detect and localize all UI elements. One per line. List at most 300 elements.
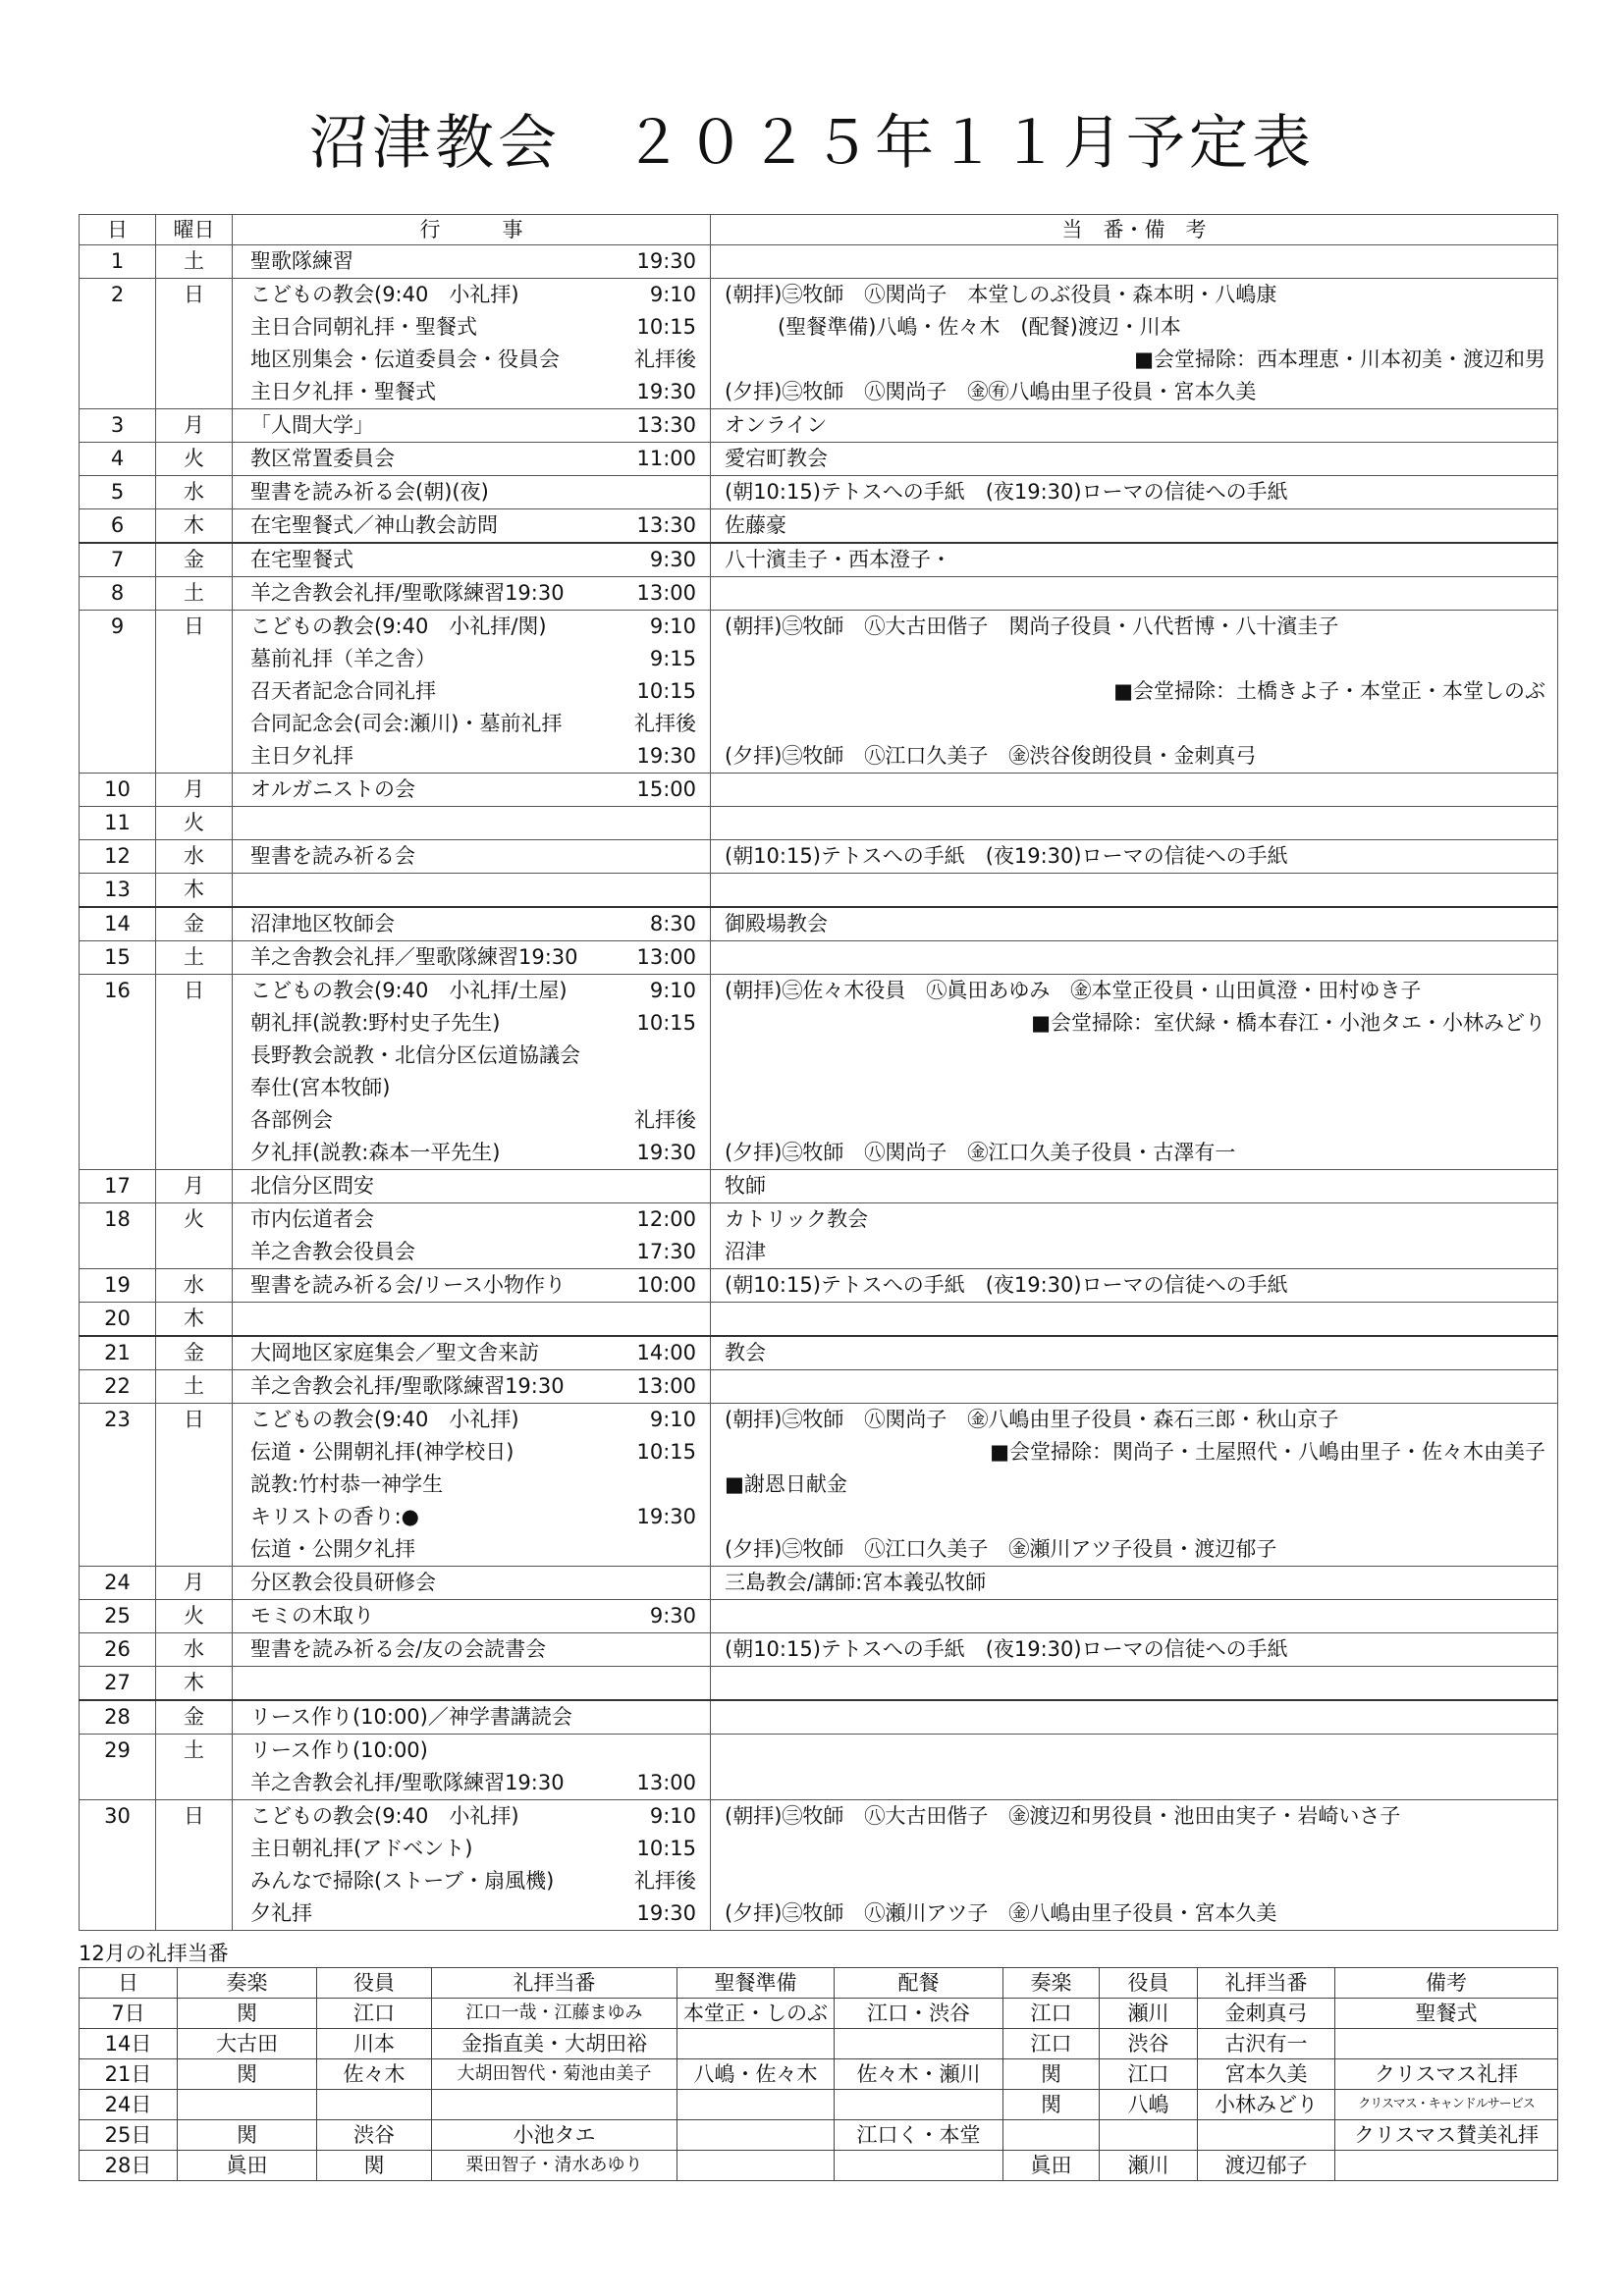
event-title: 合同記念会(司会:瀬川)・墓前礼拝: [250, 712, 563, 735]
event-title: 分区教会役員研修会: [250, 1571, 436, 1594]
event-title: 大岡地区家庭集会／聖文舎来訪: [250, 1341, 539, 1364]
day-number: 26: [80, 1633, 156, 1667]
event-title: 羊之舎教会礼拝/聖歌隊練習19:30: [250, 1374, 565, 1398]
events-cell: [233, 975, 711, 1170]
note-line: 御殿場教会: [725, 912, 828, 935]
events-cell: [233, 476, 711, 509]
event-line: [233, 1533, 710, 1566]
events-cell: [233, 611, 711, 774]
event-title: オルガニストの会: [250, 777, 415, 801]
event-time: 19:30: [636, 744, 696, 768]
december-header-cell: 役員: [317, 1968, 432, 1999]
event-title: 聖書を読み祈る会/リース小物作り: [250, 1273, 567, 1297]
event-line: [233, 611, 710, 643]
december-cell: 瀬川: [1100, 2151, 1198, 2181]
notes-cell: [711, 1700, 1558, 1735]
event-line: [233, 740, 710, 773]
notes-cell: [711, 1203, 1558, 1269]
note-line: (夕拝)㊂牧師 ㊇関尚子 ㊎江口久美子役員・古澤有一: [725, 1141, 1236, 1164]
weekday: 月: [156, 1567, 233, 1600]
event-title: 主日夕礼拝・聖餐式: [250, 380, 436, 403]
note-line: 八十濱圭子・西本澄子・: [725, 548, 951, 571]
december-cell: 関: [178, 2120, 317, 2151]
weekday: 水: [156, 840, 233, 874]
event-time: 9:30: [649, 548, 696, 571]
weekday: 土: [156, 577, 233, 611]
december-cell: [677, 2120, 835, 2151]
event-line: [233, 1501, 710, 1533]
december-cell: 栗田智子・清水あゆり: [432, 2151, 677, 2181]
december-cell: [677, 2029, 835, 2059]
notes-cell: [711, 1170, 1558, 1203]
event-time: 礼拝後: [634, 712, 696, 735]
schedule-row: [80, 1567, 1558, 1600]
schedule-row: [80, 840, 1558, 874]
weekday: 金: [156, 1700, 233, 1735]
event-time: 19:30: [636, 1505, 696, 1528]
event-title: 羊之舎教会礼拝/聖歌隊練習19:30: [250, 1771, 565, 1794]
schedule-row: [80, 1404, 1558, 1567]
event-line: [233, 1701, 710, 1734]
schedule-row: [80, 279, 1558, 409]
note-line: (朝10:15)テトスへの手紙 (夜19:30)ローマの信徒への手紙: [725, 1273, 1288, 1297]
december-cell: 江口・渋谷: [835, 1999, 1003, 2029]
day-number: 9: [80, 611, 156, 774]
event-title: 夕礼拝(説教:森本一平先生): [250, 1141, 501, 1164]
weekday: 火: [156, 443, 233, 476]
event-time: 10:15: [636, 679, 696, 703]
day-number: 20: [80, 1303, 156, 1337]
event-title: 羊之舎教会礼拝/聖歌隊練習19:30: [250, 581, 565, 605]
event-title: 長野教会説教・北信分区伝道協議会: [250, 1043, 580, 1067]
page-title: 沼津教会 ２０２５年１１月予定表: [309, 109, 1315, 178]
event-line: [233, 643, 710, 675]
event-line: [233, 1865, 710, 1897]
december-duty-table: [79, 1967, 1558, 2181]
notes-cell: [711, 774, 1558, 807]
weekday: 日: [156, 975, 233, 1170]
note-line: [725, 1072, 1557, 1104]
weekday: 木: [156, 1303, 233, 1337]
events-cell: [233, 1633, 711, 1667]
event-time: 9:10: [649, 979, 696, 1002]
december-cell: 佐々木: [317, 2059, 432, 2090]
events-cell: [233, 941, 711, 975]
event-time: 19:30: [636, 380, 696, 403]
december-header-cell: 日: [80, 1968, 178, 1999]
schedule-row: [80, 543, 1558, 577]
weekday: 土: [156, 245, 233, 279]
december-cell: クリスマス礼拝: [1335, 2059, 1558, 2090]
event-title: 沼津地区牧師会: [250, 912, 395, 935]
event-title: 地区別集会・伝道委員会・役員会: [250, 347, 560, 371]
event-line: [233, 1468, 710, 1501]
event-title: 説教:竹村恭一神学生: [250, 1472, 444, 1496]
event-line: [233, 1833, 710, 1865]
events-cell: [233, 840, 711, 874]
day-number: 4: [80, 443, 156, 476]
december-cell: [677, 2151, 835, 2181]
notes-cell: [711, 509, 1558, 544]
event-time: 13:30: [636, 413, 696, 437]
schedule-row: [80, 1735, 1558, 1800]
event-time: 9:10: [649, 1804, 696, 1828]
december-header-cell: 礼拝当番: [432, 1968, 677, 1999]
december-cell: 八嶋: [1100, 2090, 1198, 2120]
december-cell: 関: [178, 1999, 317, 2029]
note-line: (夕拝)㊂牧師 ㊇江口久美子 ㊎瀬川アツ子役員・渡辺郁子: [725, 1537, 1277, 1561]
day-number: 2: [80, 279, 156, 409]
notes-cell: [711, 409, 1558, 443]
event-title: 在宅聖餐式／神山教会訪問: [250, 513, 498, 537]
note-line: 教会: [725, 1341, 766, 1364]
event-time: 13:00: [636, 1771, 696, 1794]
december-cell: [835, 2029, 1003, 2059]
event-time: 9:30: [649, 1604, 696, 1628]
schedule-row: [80, 1303, 1558, 1337]
weekday: 火: [156, 1203, 233, 1269]
weekday: 水: [156, 476, 233, 509]
event-title: 伝道・公開朝礼拝(神学校日): [250, 1440, 514, 1464]
december-cell: クリスマス賛美礼拝: [1335, 2120, 1558, 2151]
december-cell: 古沢有一: [1198, 2029, 1335, 2059]
weekday: 木: [156, 874, 233, 908]
events-cell: [233, 1170, 711, 1203]
event-time: 礼拝後: [634, 347, 696, 371]
notes-cell: [711, 245, 1558, 279]
weekday: 月: [156, 409, 233, 443]
december-cell: [1335, 2029, 1558, 2059]
event-line: [233, 1567, 710, 1599]
december-cell: 28日: [80, 2151, 178, 2181]
day-number: 24: [80, 1567, 156, 1600]
notes-cell: [711, 1404, 1558, 1567]
event-title: 召天者記念合同礼拝: [250, 679, 436, 703]
notes-cell: [711, 941, 1558, 975]
event-line: [233, 376, 710, 408]
weekday: 金: [156, 907, 233, 941]
event-title: 奉仕(宮本牧師): [250, 1076, 391, 1099]
december-cell: 聖餐式: [1335, 1999, 1558, 2029]
note-line: [725, 708, 1557, 740]
december-cell: 瀬川: [1100, 1999, 1198, 2029]
schedule-row: [80, 577, 1558, 611]
event-line: [233, 509, 710, 542]
december-cell: 21日: [80, 2059, 178, 2090]
note-line: (朝拝)㊂牧師 ㊇大古田偕子 関尚子役員・八代哲博・八十濱圭子: [725, 614, 1339, 638]
event-line: [233, 1735, 710, 1767]
day-number: 3: [80, 409, 156, 443]
event-time: 10:15: [636, 1837, 696, 1860]
weekday: 日: [156, 1404, 233, 1567]
weekday: 木: [156, 1667, 233, 1701]
december-row: [80, 2090, 1558, 2120]
event-title: こどもの教会(9:40 小礼拝/土屋): [250, 979, 568, 1002]
event-time: 10:00: [636, 1273, 696, 1297]
december-cell: 14日: [80, 2029, 178, 2059]
header-events: 行 事: [233, 215, 711, 245]
day-number: 5: [80, 476, 156, 509]
note-line: オンライン: [725, 413, 828, 437]
notes-cell: [711, 543, 1558, 577]
event-title: 北信分区問安: [250, 1174, 374, 1198]
day-number: 28: [80, 1700, 156, 1735]
event-title: 聖書を読み祈る会/友の会読書会: [250, 1637, 547, 1661]
event-line: [233, 807, 710, 839]
notes-cell: [711, 1336, 1558, 1370]
note-line: [725, 1501, 1557, 1533]
schedule-header-row: [80, 215, 1558, 245]
day-number: 10: [80, 774, 156, 807]
schedule-row: [80, 1203, 1558, 1269]
event-line: [233, 675, 710, 708]
schedule-row: [80, 807, 1558, 840]
event-title: 教区常置委員会: [250, 447, 395, 470]
weekday: 火: [156, 1600, 233, 1633]
event-title: 聖書を読み祈る会: [250, 844, 415, 868]
schedule-row: [80, 1600, 1558, 1633]
events-cell: [233, 577, 711, 611]
note-line: (朝10:15)テトスへの手紙 (夜19:30)ローマの信徒への手紙: [725, 844, 1288, 868]
december-cell: 金指直美・大胡田裕: [432, 2029, 677, 2059]
december-cell: 関: [178, 2059, 317, 2090]
schedule-row: [80, 1700, 1558, 1735]
events-cell: [233, 1404, 711, 1567]
december-row: [80, 1999, 1558, 2029]
december-cell: 関: [317, 2151, 432, 2181]
events-cell: [233, 874, 711, 908]
december-cell: [1100, 2120, 1198, 2151]
event-line: [233, 708, 710, 740]
note-line: (夕拝)㊂牧師 ㊇関尚子 ㊎㊒八嶋由里子役員・宮本久美: [725, 380, 1257, 403]
event-time: 19:30: [636, 249, 696, 273]
december-cell: 渋谷: [317, 2120, 432, 2151]
schedule-row: [80, 1269, 1558, 1303]
event-title: みんなで掃除(ストーブ・扇風機): [250, 1869, 555, 1893]
event-title: 聖書を読み祈る会(朝)(夜): [250, 480, 489, 504]
note-line: (夕拝)㊂牧師 ㊇江口久美子 ㊎渋谷俊朗役員・金刺真弓: [725, 744, 1257, 768]
schedule-row: [80, 1336, 1558, 1370]
event-line: [233, 1436, 710, 1468]
day-number: 29: [80, 1735, 156, 1800]
notes-cell: [711, 1735, 1558, 1800]
notes-cell: [711, 1370, 1558, 1404]
december-row: [80, 2029, 1558, 2059]
day-number: 19: [80, 1269, 156, 1303]
event-time: 11:00: [636, 447, 696, 470]
note-line: [725, 1104, 1557, 1137]
note-line: (朝拝)㊂牧師 ㊇大古田偕子 ㊎渡辺和男役員・池田由実子・岩崎いさ子: [725, 1804, 1401, 1828]
events-cell: [233, 1600, 711, 1633]
weekday: 水: [156, 1633, 233, 1667]
event-line: [233, 409, 710, 442]
event-time: 19:30: [636, 1901, 696, 1925]
weekday: 日: [156, 611, 233, 774]
december-cell: 25日: [80, 2120, 178, 2151]
event-line: [233, 774, 710, 806]
december-cell: 7日: [80, 1999, 178, 2029]
event-title: 各部例会: [250, 1108, 333, 1132]
event-line: [233, 577, 710, 610]
weekday: 日: [156, 1800, 233, 1931]
december-cell: [835, 2090, 1003, 2120]
schedule-row: [80, 1370, 1558, 1404]
schedule-row: [80, 1633, 1558, 1667]
event-title: 伝道・公開夕礼拝: [250, 1537, 415, 1561]
events-cell: [233, 807, 711, 840]
december-cell: [1198, 2120, 1335, 2151]
notes-cell: [711, 840, 1558, 874]
event-time: 14:00: [636, 1341, 696, 1364]
december-cell: 24日: [80, 2090, 178, 2120]
event-title: 羊之舎教会役員会: [250, 1240, 415, 1263]
december-header-cell: 備考: [1335, 1968, 1558, 1999]
notes-cell: [711, 611, 1558, 774]
weekday: 日: [156, 279, 233, 409]
day-number: 17: [80, 1170, 156, 1203]
event-time: 9:10: [649, 1408, 696, 1431]
event-line: [233, 245, 710, 278]
notes-cell: [711, 975, 1558, 1170]
december-cell: 本堂正・しのぶ: [677, 1999, 835, 2029]
note-line: ■会堂掃除：西本理恵・川本初美・渡辺和男: [1134, 347, 1545, 371]
event-time: 15:00: [636, 777, 696, 801]
day-number: 1: [80, 245, 156, 279]
december-row: [80, 2120, 1558, 2151]
note-line: 三島教会/講師:宮本義弘牧師: [725, 1571, 987, 1594]
note-line: [725, 643, 1557, 675]
december-row: [80, 2059, 1558, 2090]
december-header-cell: 配餐: [835, 1968, 1003, 1999]
event-time: 10:15: [636, 315, 696, 339]
event-time: 礼拝後: [634, 1108, 696, 1132]
event-line: [233, 279, 710, 311]
day-number: 30: [80, 1800, 156, 1931]
event-line: [233, 1303, 710, 1335]
schedule-row: [80, 1170, 1558, 1203]
december-cell: 佐々木・瀬川: [835, 2059, 1003, 2090]
notes-cell: [711, 807, 1558, 840]
december-cell: 金刺真弓: [1198, 1999, 1335, 2029]
day-number: 11: [80, 807, 156, 840]
note-line: ■会堂掃除：関尚子・土屋照代・八嶋由里子・佐々木由美子: [990, 1440, 1545, 1464]
event-line: [233, 1370, 710, 1403]
december-header-cell: 奏楽: [1003, 1968, 1100, 1999]
event-time: 13:00: [636, 945, 696, 969]
day-number: 23: [80, 1404, 156, 1567]
december-cell: 関: [1003, 2090, 1100, 2120]
note-line: (朝拝)㊂牧師 ㊇関尚子 本堂しのぶ役員・森本明・八嶋康: [725, 283, 1277, 306]
event-time: 13:30: [636, 513, 696, 537]
schedule-row: [80, 1667, 1558, 1701]
december-cell: 大古田: [178, 2029, 317, 2059]
december-cell: 宮本久美: [1198, 2059, 1335, 2090]
event-line: [233, 941, 710, 974]
note-line: ■会堂掃除：土橋きよ子・本堂正・本堂しのぶ: [1113, 679, 1545, 703]
note-line: ■会堂掃除：室伏緑・橋本春江・小池タエ・小林みどり: [1031, 1011, 1545, 1035]
day-number: 21: [80, 1336, 156, 1370]
note-line: 愛宕町教会: [725, 447, 828, 470]
day-number: 18: [80, 1203, 156, 1269]
day-number: 8: [80, 577, 156, 611]
notes-cell: [711, 577, 1558, 611]
events-cell: [233, 907, 711, 941]
event-title: 朝礼拝(説教:野村史子先生): [250, 1011, 501, 1035]
december-header-cell: 聖餐準備: [677, 1968, 835, 1999]
december-cell: 眞田: [1003, 2151, 1100, 2181]
event-time: 9:15: [649, 647, 696, 670]
event-line: [233, 476, 710, 508]
events-cell: [233, 543, 711, 577]
event-line: [233, 1337, 710, 1369]
notes-cell: [711, 1303, 1558, 1337]
event-line: [233, 1600, 710, 1632]
december-header-cell: 役員: [1100, 1968, 1198, 1999]
event-title: 聖歌隊練習: [250, 249, 353, 273]
december-header-row: [80, 1968, 1558, 1999]
event-time: 8:30: [649, 912, 696, 935]
december-cell: 江口一哉・江藤まゆみ: [432, 1999, 677, 2029]
event-line: [233, 1800, 710, 1833]
december-cell: 江口: [1003, 1999, 1100, 2029]
notes-cell: [711, 874, 1558, 908]
december-cell: 渋谷: [1100, 2029, 1198, 2059]
header-weekday: 曜日: [156, 215, 233, 245]
event-time: 礼拝後: [634, 1869, 696, 1893]
weekday: 土: [156, 1735, 233, 1800]
event-title: リース作り(10:00): [250, 1738, 428, 1762]
december-cell: 小林みどり: [1198, 2090, 1335, 2120]
weekday: 木: [156, 509, 233, 544]
notes-cell: [711, 1269, 1558, 1303]
december-cell: 大胡田智代・菊池由美子: [432, 2059, 677, 2090]
schedule-row: [80, 443, 1558, 476]
schedule-row: [80, 774, 1558, 807]
event-title: 市内伝道者会: [250, 1207, 374, 1231]
day-number: 14: [80, 907, 156, 941]
event-line: [233, 1072, 710, 1104]
event-title: リース作り(10:00)／神学書講読会: [250, 1705, 572, 1729]
december-cell: [432, 2090, 677, 2120]
december-cell: 八嶋・佐々木: [677, 2059, 835, 2090]
events-cell: [233, 1800, 711, 1931]
december-cell: 江口く・本堂: [835, 2120, 1003, 2151]
notes-cell: [711, 907, 1558, 941]
schedule-row: [80, 476, 1558, 509]
event-line: [233, 1269, 710, 1302]
notes-cell: [711, 443, 1558, 476]
december-cell: 関: [1003, 2059, 1100, 2090]
event-line: [233, 1170, 710, 1202]
event-time: 12:00: [636, 1207, 696, 1231]
event-title: こどもの教会(9:40 小礼拝): [250, 1408, 519, 1431]
events-cell: [233, 509, 711, 544]
schedule-row: [80, 611, 1558, 774]
event-line: [233, 443, 710, 475]
event-line: [233, 1104, 710, 1137]
event-time: 13:00: [636, 1374, 696, 1398]
december-cell: 小池タエ: [432, 2120, 677, 2151]
december-cell: 江口: [317, 1999, 432, 2029]
event-line: [233, 1633, 710, 1666]
note-line: カトリック教会: [725, 1207, 869, 1231]
schedule-table: [79, 214, 1558, 1931]
note-line: [725, 1833, 1557, 1865]
december-cell: [317, 2090, 432, 2120]
events-cell: [233, 245, 711, 279]
december-duty-label: 12月の礼拝当番: [79, 1942, 229, 1965]
event-line: [233, 1137, 710, 1169]
